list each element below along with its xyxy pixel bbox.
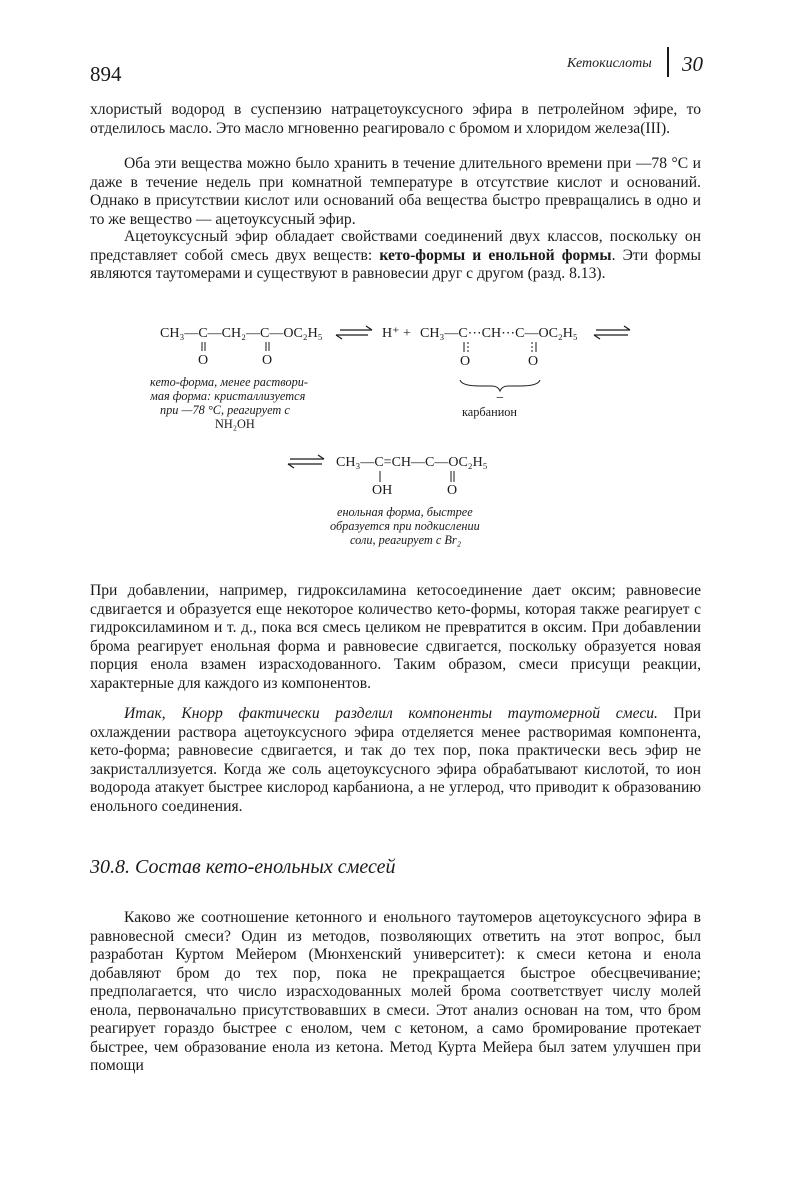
equilibrium-arrow-1 [336, 326, 372, 339]
keto-oxygen-1: O [198, 353, 209, 368]
paragraph-3 [90, 228, 701, 284]
tautomerism-scheme [150, 318, 650, 558]
keto-caption-line-2: мая форма: кристаллизуется [150, 389, 306, 403]
paragraph-1: хлористый водород в суспензию натрацетоуксусного эфира в петролейном эфире, то отделилось масло. Это масло мгновенно реагировало с бромом и хлоридом железа(III). [90, 101, 701, 137]
keto-caption-line-1: кето-форма, менее раствори- [150, 375, 309, 389]
enol-caption-line-2: образуется при подкислении [330, 519, 480, 533]
keto-caption-line-4: NH₂OH [215, 417, 255, 431]
enol-formula: CH₃—C=CH—C—OC₂H₅ [336, 455, 488, 470]
paragraph-4: При добавлении, например, гидроксиламина кетосоединение дает оксим; равновесие сдвигается и образуется еще некоторое количество кето-формы, которая также реагирует с гидроксиламином и т. д., пока вся смесь целиком не превратится в оксим. При добавлении брома реагирует енольная форма и равновесие сдвигается, поскольку образуется новая порция енола взамен израсходованного. Таким образом, смеси присущи реакции, характерные для каждого из компонентов. [90, 582, 701, 692]
carbanion-brace [460, 380, 540, 391]
paragraph-5-text: При охлаждении раствора ацетоуксусного эфира отделяется менее растворимая компонента, кето-форма; равновесие сдвигается, и так до тех пор, пока практически весь эфир не закристаллизуется. Когда же соль ацетоуксусного эфира обрабатывают кислотой, то ион водорода атакует быстрее кислород карбаниона, а не углерод, что приводит к образованию енольного соединения. [90, 705, 701, 815]
equilibrium-arrow-3 [288, 455, 324, 468]
running-title: Кетокислоты [567, 56, 652, 71]
enol-caption-line-1: енольная форма, быстрее [337, 505, 473, 519]
page-number: 894 [90, 62, 122, 86]
carbanion-oxygen-1: O [460, 354, 471, 369]
section-heading: 30.8. Состав кето-енольных смесей [90, 856, 396, 878]
chapter-number: 30 [682, 52, 703, 76]
carbanion-charge: − [496, 391, 504, 406]
proton: H⁺ + [382, 326, 411, 341]
enol-hydroxyl: OH [372, 483, 393, 498]
paragraph-6: Каково же соотношение кетонного и енольного таутомеров ацетоуксусного эфира в равновесной смеси? Один из методов, позволяющих ответить на этот вопрос, был разработан Куртом Мейером (Мюнхенский университет): к смеси кетона и енола добавляют бром до тех пор, пока не прекращается быстрое обесцвечивание; предполагается, что число израсходованных молей брома соответствует числу молей енола, первоначально присутствовавших в смеси. Этот анализ основан на том, что бром реагирует гораздо быстрее с енолом, чем с кетоном, а само бромирование протекает быстрее, чем образование енола из кетона. Метод Курта Мейера был затем улучшен при помощи [90, 909, 701, 1074]
header-rule [667, 47, 669, 77]
keto-caption-line-3: при —78 °С, реагирует с [160, 403, 290, 417]
paragraph-5-italic-lead: Итак, Кнорр фактически разделил компоненты таутомерной смеси. [124, 705, 658, 722]
equilibrium-arrow-2 [594, 326, 630, 339]
paragraph-3-text-c: . Эти формы являются таутомерами и существуют в равновесии друг с другом (разд. 8.13). [90, 246, 701, 282]
keto-formula: CH₃—C—CH₂—C—OC₂H₅ [160, 326, 323, 341]
paragraph-5 [90, 705, 701, 816]
enol-caption-line-3: соли, реагирует с Br₂ [350, 533, 461, 547]
enol-oxygen: O [447, 483, 458, 498]
paragraph-3-text-a: Ацетоуксусный эфир обладает свойствами соединений двух классов, поскольку он представляет собой смесь двух веществ: [90, 228, 701, 264]
keto-oxygen-2: O [262, 353, 273, 368]
paragraph-3-bold-term: кето-формы и енольной формы [379, 246, 612, 264]
carbanion-label: карбанион [462, 405, 517, 419]
carbanion-formula: CH₃—C⋯CH⋯C—OC₂H₅ [420, 326, 578, 341]
paragraph-2: Оба эти вещества можно было хранить в течение длительного времени при —78 °С и даже в течение недель при комнатной температуре в отсутствие кислот и оснований. Однако в присутствии кислот или оснований оба вещества быстро превращались в одно и то же вещество — ацетоуксусный эфир. [90, 155, 701, 228]
carbanion-oxygen-2: O [528, 354, 539, 369]
